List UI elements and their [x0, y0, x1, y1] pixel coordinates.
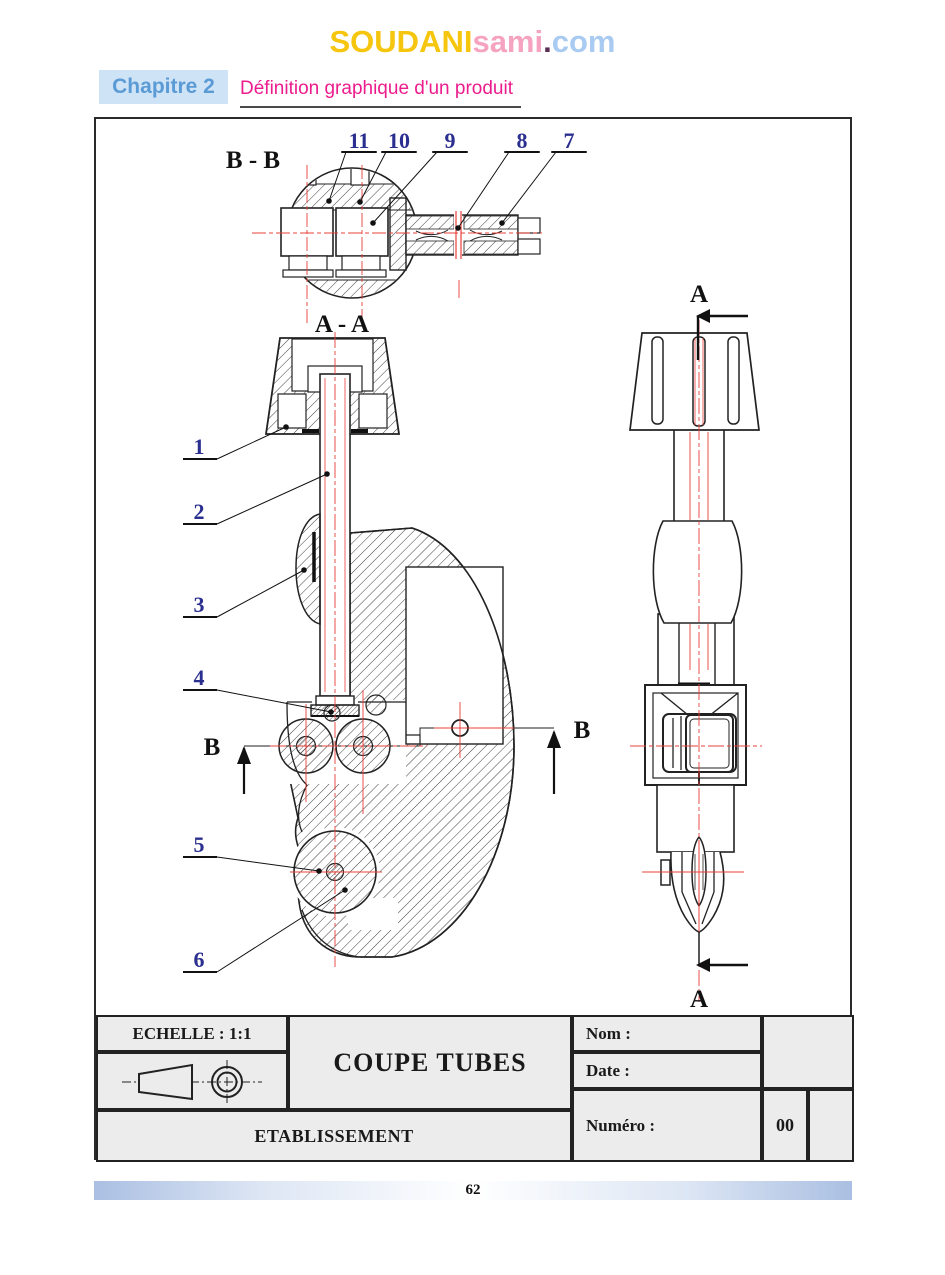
- title-block-empty-cell-bottom: [808, 1089, 854, 1162]
- callout-10: 10: [388, 128, 410, 153]
- section-arrow-b-left: [204, 734, 251, 794]
- callout-1: 1: [193, 434, 205, 459]
- callout-5: 5: [193, 832, 205, 857]
- callout-4: 4: [193, 665, 205, 690]
- section-arrow-right-label: B: [573, 717, 591, 744]
- callout-3: 3: [193, 592, 205, 617]
- title-block-date: Date :: [572, 1052, 762, 1089]
- callout-6: 6: [193, 947, 205, 972]
- technical-drawing: [96, 119, 854, 1015]
- drawing-frame: [94, 117, 852, 1160]
- section-aa-label: A - A: [314, 311, 370, 338]
- logo-part-soudani: SOUDANI: [329, 24, 473, 59]
- section-bb-label: B - B: [225, 147, 281, 174]
- title-block-projection-cell: [96, 1052, 288, 1110]
- logo-part-dot: .: [543, 24, 552, 59]
- chapter-badge: Chapitre 2: [99, 70, 228, 104]
- callout-2: 2: [193, 499, 205, 524]
- logo-part-com: com: [551, 24, 616, 59]
- view-arrow-bottom-label: A: [689, 986, 709, 1013]
- title-block-nom: Nom :: [572, 1015, 762, 1052]
- first-angle-projection-symbol: [98, 1054, 286, 1108]
- page-number: 62: [465, 1182, 481, 1198]
- title-block-empty-cell-top: [762, 1015, 854, 1089]
- title-block-drawing-title: COUPE TUBES: [288, 1015, 572, 1110]
- title-block-scale: ECHELLE : 1:1: [96, 1015, 288, 1052]
- site-logo: [0, 26, 945, 57]
- logo-part-sami: sami: [472, 24, 544, 59]
- callout-11: 11: [348, 128, 370, 153]
- side-view: [630, 281, 762, 1013]
- title-block-numero-value: 00: [762, 1089, 808, 1162]
- title-block-numero: Numéro :: [572, 1089, 762, 1162]
- callout-7: 7: [563, 128, 575, 153]
- callout-9: 9: [444, 128, 456, 153]
- callout-8: 8: [516, 128, 528, 153]
- section-aa-view: [204, 311, 591, 967]
- title-block-establishment: ETABLISSEMENT: [96, 1110, 572, 1162]
- section-arrow-left-label: B: [203, 734, 221, 761]
- section-arrow-b-right: [547, 717, 590, 794]
- page-footer-bar: [94, 1181, 852, 1200]
- view-arrow-top-label: A: [689, 281, 709, 308]
- chapter-title: Définition graphique d'un produit: [240, 78, 521, 108]
